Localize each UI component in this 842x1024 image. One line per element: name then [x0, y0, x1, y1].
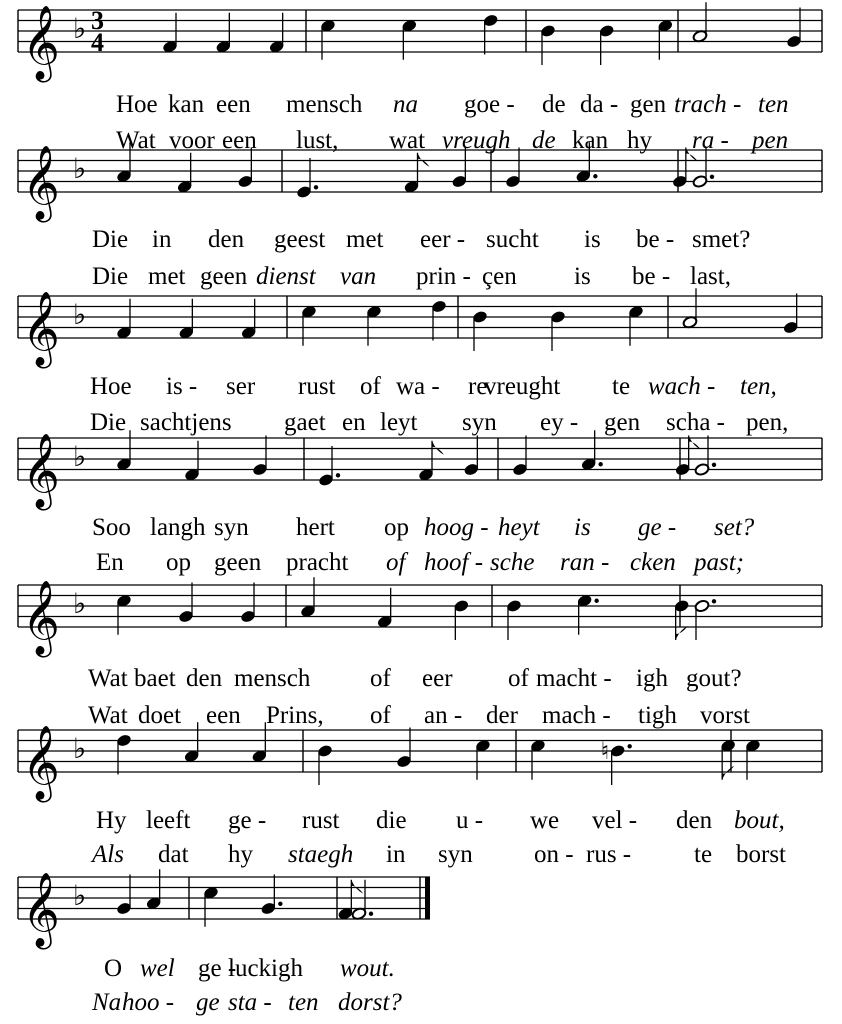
lyric: ge - [198, 955, 237, 982]
treble-clef-icon: 𝄞 [22, 434, 60, 508]
lyric: een [206, 702, 241, 729]
lyric: gen [604, 409, 641, 436]
lyric: Die [92, 226, 129, 253]
lyric: goe - [464, 91, 515, 118]
lyric: Hoe [116, 91, 158, 118]
lyric: langh [150, 514, 206, 541]
treble-clef-icon: 𝄞 [22, 292, 60, 366]
lyric: rust [298, 373, 336, 400]
lyric: een [216, 91, 251, 118]
lyric: be - [632, 263, 671, 290]
time-signature-bottom: 4 [91, 28, 104, 57]
lyric: vreugh [442, 127, 511, 154]
lyric: En [96, 549, 124, 576]
lyric: ge - [638, 514, 677, 541]
lyric: ra - [692, 127, 729, 154]
duration-dot [278, 902, 282, 906]
lyric: syn [438, 841, 473, 868]
lyric: is [574, 514, 591, 541]
lyric: geen [200, 263, 248, 290]
lyric: na [393, 91, 418, 118]
lyric: scha - [666, 409, 725, 436]
lyric: Als [92, 841, 124, 868]
treble-clef-icon: 𝄞 [22, 6, 60, 80]
lyric: geen [214, 549, 262, 576]
lyric: trach - [674, 91, 742, 118]
lyric: die [376, 807, 407, 834]
lyric: in [152, 226, 172, 253]
lyric: syn [214, 514, 249, 541]
lyric: Soo [92, 514, 131, 541]
lyric: be - [636, 226, 675, 253]
lyric: dat [158, 841, 189, 868]
note-flag [722, 766, 734, 780]
lyric: of [370, 702, 391, 729]
lyric: Hoe [90, 373, 132, 400]
lyric: ge [196, 989, 220, 1016]
lyric: mensch [234, 665, 311, 692]
lyric: leeft [146, 807, 191, 834]
lyric: çen [482, 263, 517, 290]
lyric: ey - [540, 409, 579, 436]
lyric: on - [534, 841, 574, 868]
flat-key-signature: ♭ [73, 298, 87, 331]
treble-clef-icon: 𝄞 [22, 873, 60, 947]
lyric: doet [138, 702, 182, 729]
lyric: leyt [380, 409, 418, 436]
lyric: op [166, 549, 191, 576]
lyric: vel - [592, 807, 638, 834]
duration-dot [598, 462, 602, 466]
duration-dot [593, 174, 597, 178]
lyric: Die [92, 263, 129, 290]
lyric: cken [630, 549, 676, 576]
lyric: hoo - [122, 989, 175, 1016]
treble-clef-icon: 𝄞 [22, 581, 60, 655]
lyric: heyt [498, 514, 540, 541]
staff-system [18, 430, 822, 511]
duration-dot [336, 473, 340, 477]
note-flag [676, 626, 688, 640]
staff-system [18, 869, 430, 950]
lyric: pracht [286, 549, 349, 576]
duration-dot [712, 463, 716, 467]
lyric: mach - [542, 702, 611, 729]
lyric: set? [714, 514, 755, 541]
lyric: Na [92, 989, 122, 1016]
lyric: gaet [284, 409, 326, 436]
lyric: hoog - [424, 514, 489, 541]
lyric: gen [630, 91, 667, 118]
lyric: pen [752, 127, 789, 154]
lyric: is [574, 263, 591, 290]
lyric: luckigh [228, 955, 303, 982]
staff-system [18, 722, 822, 803]
lyric: kan [572, 127, 609, 154]
lyric: met [148, 263, 186, 290]
staff-system [18, 288, 822, 369]
lyric: met [346, 226, 384, 253]
lyric: gout? [686, 665, 742, 692]
flat-key-signature: ♭ [73, 440, 87, 473]
lyric: of [360, 373, 381, 400]
final-barline [425, 877, 430, 919]
lyric: is [584, 226, 601, 253]
lyric: Wat [116, 127, 156, 154]
lyric: dienst [256, 263, 316, 290]
lyric: vreught [484, 373, 561, 400]
lyric: prin - [416, 263, 471, 290]
lyric: mensch [286, 91, 363, 118]
lyric: bout, [734, 807, 785, 834]
duration-dot [369, 912, 373, 916]
note-flag [432, 441, 444, 455]
lyric: sta - [228, 989, 272, 1016]
flat-key-signature: ♭ [73, 152, 87, 185]
lyric: Prins, [266, 702, 324, 729]
lyric: wa - [396, 373, 440, 400]
lyric: eer [422, 665, 453, 692]
lyric: in [386, 841, 406, 868]
note-flag [351, 880, 363, 894]
time-signature-top: 3 [91, 6, 104, 35]
treble-clef-icon: 𝄞 [22, 146, 60, 220]
lyric: past; [694, 549, 744, 576]
lyric: te [612, 373, 631, 400]
duration-dot [314, 185, 318, 189]
lyric: syn [462, 409, 497, 436]
lyric: den [186, 665, 223, 692]
lyric: u - [456, 807, 484, 834]
note-flag [418, 153, 430, 167]
lyric: O [104, 955, 123, 982]
staff-system [18, 142, 822, 223]
lyric: hoof - [424, 549, 484, 576]
lyric: Wat [88, 665, 128, 692]
flat-key-signature: ♭ [73, 732, 87, 765]
lyric: op [384, 514, 409, 541]
lyric: macht - [536, 665, 612, 692]
lyric: ge - [228, 807, 267, 834]
lyric: een [222, 127, 257, 154]
lyric: last, [690, 263, 731, 290]
lyric: pen, [746, 409, 789, 436]
lyric: den [676, 807, 713, 834]
lyric: Die [90, 409, 127, 436]
lyric: we [530, 807, 560, 834]
lyric: voor [169, 127, 215, 154]
lyric: ten, [740, 373, 777, 400]
lyric: baet [134, 665, 176, 692]
lyric: ser [226, 373, 256, 400]
lyric: hy [627, 127, 652, 154]
lyric: hy [228, 841, 253, 868]
flat-key-signature: ♭ [73, 587, 87, 620]
lyric: da - [580, 91, 619, 118]
lyric: Hy [96, 807, 127, 834]
treble-clef-icon: 𝄞 [22, 726, 60, 800]
lyric: de [532, 127, 556, 154]
lyric: sche [490, 549, 535, 576]
lyric: re [468, 373, 488, 400]
lyric: van [340, 263, 377, 290]
lyric: igh [636, 665, 668, 692]
lyric: of [508, 665, 529, 692]
duration-dot [710, 175, 714, 179]
lyric: hert [296, 514, 335, 541]
natural-sign: ♮ [600, 737, 610, 765]
flat-key-signature: ♭ [73, 879, 87, 912]
lyric: an - [424, 702, 463, 729]
lyric: wel [140, 955, 175, 982]
lyric: te [694, 841, 713, 868]
lyric: geest [274, 226, 326, 253]
lyric: Wat [88, 702, 128, 729]
lyric: is - [166, 373, 198, 400]
duration-dot [594, 599, 598, 603]
staff-system [18, 577, 822, 658]
lyric: tigh [638, 702, 677, 729]
lyric: ran - [560, 549, 610, 576]
lyric: en [342, 409, 366, 436]
lyric: lust, [296, 127, 339, 154]
lyric: rus - [586, 841, 632, 868]
lyric: de [542, 91, 566, 118]
lyric: staegh [288, 841, 354, 868]
lyric: rust [302, 807, 340, 834]
duration-dot [712, 599, 716, 603]
lyric: wout. [340, 955, 395, 982]
lyric: sachtjens [140, 409, 232, 436]
lyric: ten [288, 989, 319, 1016]
lyric: smet? [692, 226, 751, 253]
lyric: ten [758, 91, 789, 118]
lyric: eer - [420, 226, 466, 253]
lyric: dorst? [338, 989, 402, 1016]
staff-system [18, 2, 822, 83]
lyric: kan [168, 91, 205, 118]
lyric: vorst [700, 702, 750, 729]
lyric: of [370, 665, 391, 692]
flat-key-signature: ♭ [73, 12, 87, 45]
lyric: der [486, 702, 518, 729]
lyric: borst [736, 841, 786, 868]
lyric: den [208, 226, 245, 253]
lyric: wat [389, 127, 426, 154]
lyric: wach - [648, 373, 716, 400]
lyric: sucht [486, 226, 539, 253]
duration-dot [627, 744, 631, 748]
lyric: of [386, 549, 406, 576]
